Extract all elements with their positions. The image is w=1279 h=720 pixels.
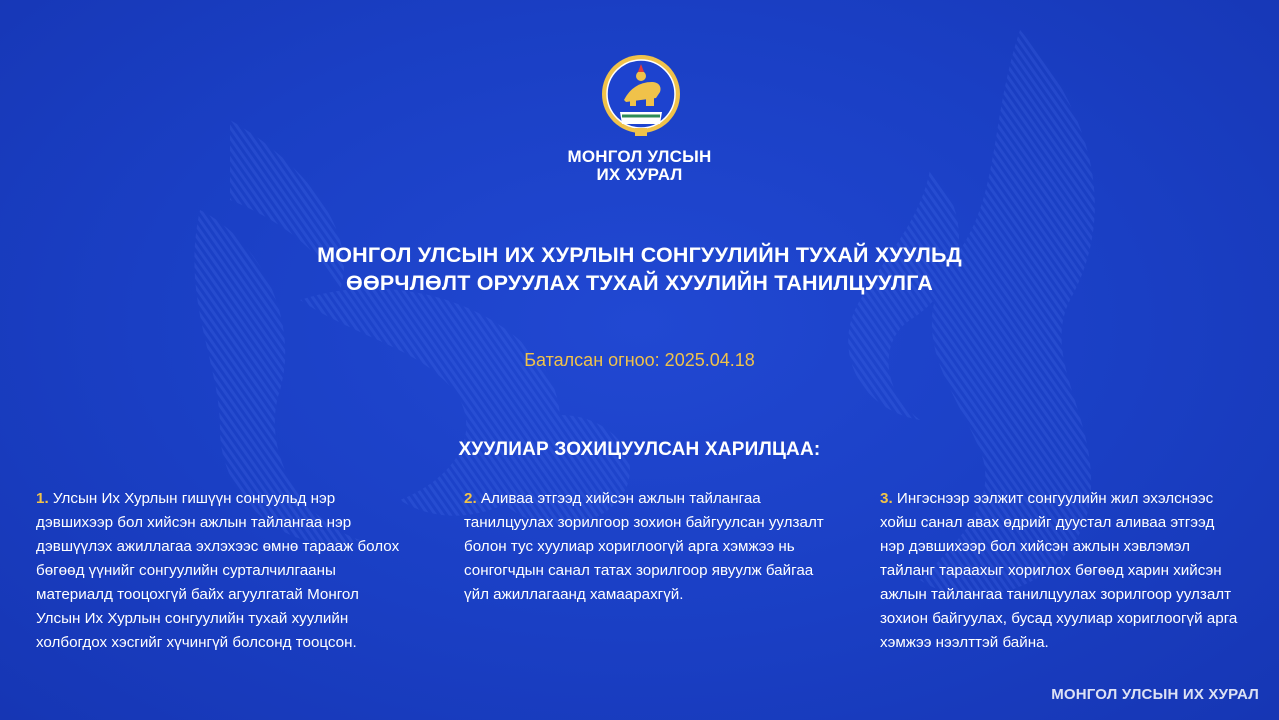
footer-org-name: МОНГОЛ УЛСЫН ИХ ХУРАЛ [1051, 686, 1259, 703]
item-text: Ингэснээр ээлжит сонгуулийн жил эхэлснээс хойш санал авах өдрийг дуустал аливаа этгээд нэр дэвшихээр бол хийсэн ажлын хэвлэмэл тайланг тараахыг хориглох бөгөөд харин хийсэн ажлын тайлангаа танилцуулах зорилгоор уулзалт зохион байгуулах, бусад хуулиар хориглоогүй арга хэмжээ нээлттэй байна. [880, 490, 1238, 651]
item-1 [36, 487, 406, 655]
org-name-line2: ИХ ХУРАЛ [596, 165, 683, 184]
item-number: 2. [464, 490, 477, 507]
approval-date: Баталсан огноо: 2025.04.18 [524, 350, 755, 370]
state-emblem-icon [600, 52, 682, 140]
item-2 [464, 487, 834, 607]
section-heading: ХУУЛИАР ЗОХИЦУУЛСАН ХАРИЛЦАА: [458, 439, 821, 460]
item-3 [880, 487, 1240, 655]
page-title-line1: МОНГОЛ УЛСЫН ИХ ХУРЛЫН СОНГУУЛИЙН ТУХАЙ ХУУЛЬД [317, 243, 962, 267]
item-text: Улсын Их Хурлын гишүүн сонгуульд нэр дэвшихээр бол хийсэн ажлын тайлангаа нэр дэвшүүлэх ажиллагаа эхлэхээс өмнө тарааж болох бөгөөд үүнийг сонгуулийн сурталчилгааны материалд тооцохгүй байх агуулгатай Монгол Улсын Их Хурлын сонгуулийн тухай хуулийн холбогдох хэсгийг хүчингүй болсонд тооцсон. [36, 490, 400, 651]
item-text: Аливаа этгээд хийсэн ажлын тайлангаа танилцуулах зорилгоор зохион байгуулсан уулзалт болон тус хуулиар хориглоогүй арга хэмжээ нь сонгогчдын санал татах зорилгоор явуулж байгаа үйл ажиллагаанд хамаарахгүй. [464, 490, 824, 603]
page-title-line2: ӨӨРЧЛӨЛТ ОРУУЛАХ ТУХАЙ ХУУЛИЙН ТАНИЛЦУУЛГА [346, 271, 933, 295]
org-name-line1: МОНГОЛ УЛСЫН [567, 147, 712, 166]
item-number: 1. [36, 490, 49, 507]
item-number: 3. [880, 490, 893, 507]
